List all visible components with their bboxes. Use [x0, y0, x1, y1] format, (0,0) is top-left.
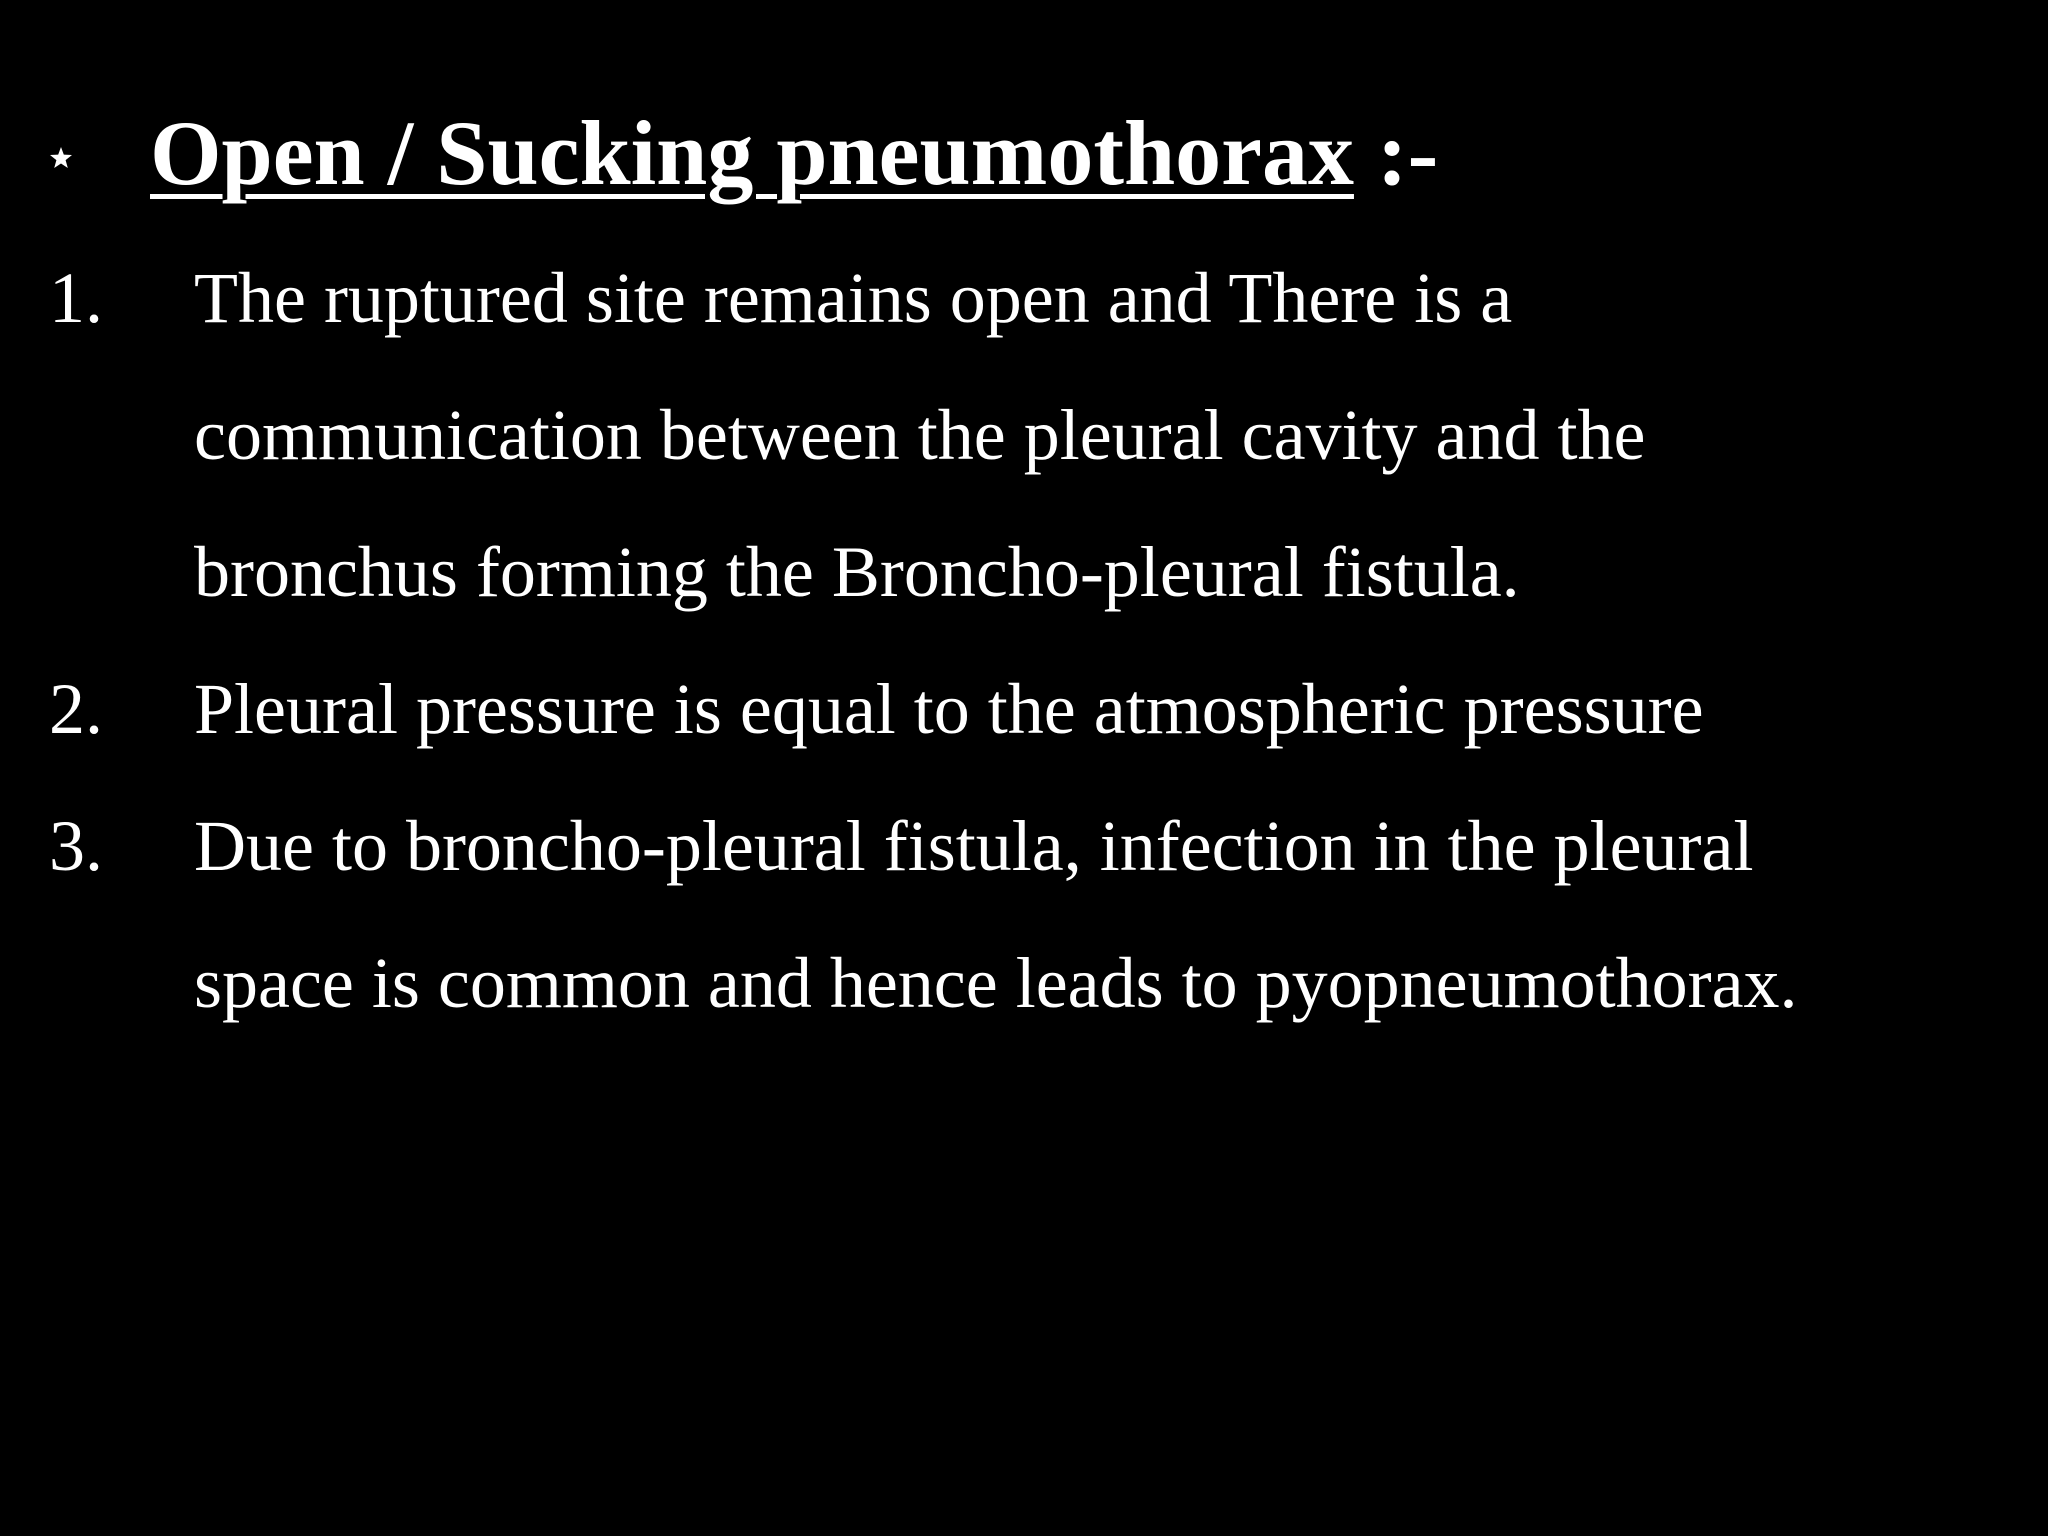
- slide-heading: [150, 98, 1438, 208]
- list-item-number: 2.: [49, 669, 103, 749]
- heading-row: [0, 98, 2048, 208]
- list-item: [0, 641, 2048, 778]
- list-item-text: Due to broncho-pleural fistula, infection in the pleural space is common and hence leads to pyopneumothorax.: [194, 806, 1798, 1023]
- numbered-list: [0, 230, 2048, 1052]
- list-item: [0, 230, 2048, 641]
- list-item-text: Pleural pressure is equal to the atmospheric pressure: [194, 669, 1704, 749]
- list-item-number: 3.: [49, 806, 103, 886]
- list-item: [0, 778, 2048, 1052]
- list-item-number: 1.: [49, 258, 103, 338]
- heading-title: Open / Sucking pneumothorax: [150, 102, 1354, 204]
- star-icon: [49, 146, 73, 170]
- heading-suffix: :-: [1353, 102, 1439, 204]
- list-item-text: The ruptured site remains open and There is a communication between the pleural cavity and the bronchus forming the Broncho-pleural fistula.: [194, 258, 1646, 612]
